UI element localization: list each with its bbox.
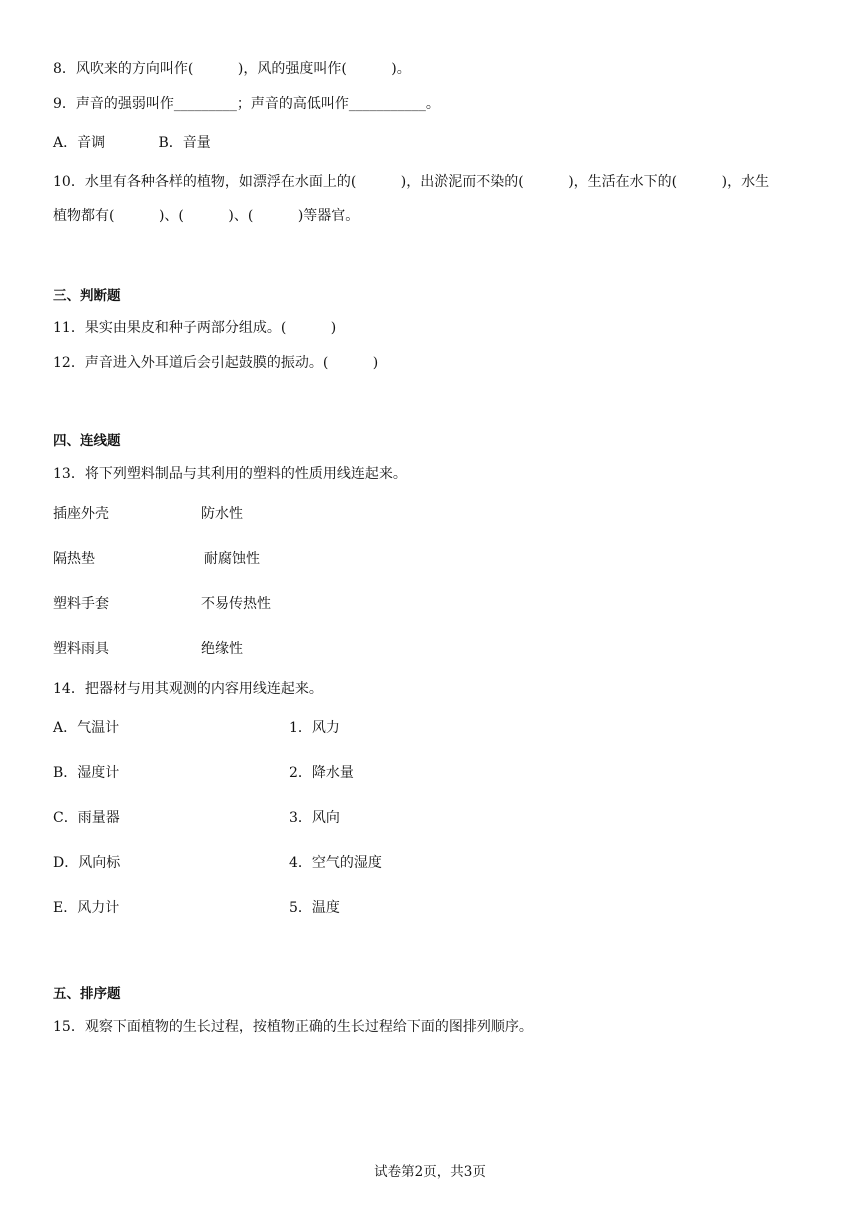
- question-10-line1: 10．水里有各种各样的植物，如漂浮在水面上的( )，出淤泥而不染的( )，生活在水下的( )，水生: [53, 174, 770, 190]
- question-9: 9．声音的强弱叫作_________；声音的高低叫作___________。: [53, 96, 440, 112]
- section-4-heading: 四、连线题: [53, 433, 121, 449]
- question-13: 13．将下列塑料制品与其利用的塑料的性质用线连起来。: [53, 466, 407, 482]
- q13-left-item: 塑料手套: [53, 596, 109, 612]
- q14-left-item: A．气温计: [53, 720, 120, 736]
- q13-left-item: 插座外壳: [53, 506, 109, 522]
- question-8: 8．风吹来的方向叫作( )，风的强度叫作( )。: [53, 61, 411, 77]
- q14-right-item: 1．风力: [289, 720, 340, 736]
- q14-right-item: 2．降水量: [289, 765, 354, 781]
- question-12: 12．声音进入外耳道后会引起鼓膜的振动。( ): [53, 355, 379, 371]
- q14-left-item: C．雨量器: [53, 810, 120, 826]
- question-9-options: A．音调 B．音量: [53, 135, 211, 151]
- section-3-heading: 三、判断题: [53, 288, 121, 304]
- q14-left-item: D．风向标: [53, 855, 121, 871]
- question-15: 15．观察下面植物的生长过程，按植物正确的生长过程给下面的图排列顺序。: [53, 1019, 533, 1035]
- question-10-line2: 植物都有( )、( )、( )等器官。: [53, 208, 360, 224]
- page-footer: 试卷第2页，共3页: [374, 1164, 486, 1180]
- q14-left-item: B．湿度计: [53, 765, 120, 781]
- question-14: 14．把器材与用其观测的内容用线连起来。: [53, 681, 323, 697]
- q13-left-item: 塑料雨具: [53, 641, 109, 657]
- q13-right-item: 绝缘性: [201, 641, 243, 657]
- q14-right-item: 4．空气的湿度: [289, 855, 382, 871]
- q13-right-item: 不易传热性: [201, 596, 271, 612]
- q14-right-item: 5．温度: [289, 900, 340, 916]
- q13-right-item: 耐腐蚀性: [204, 551, 260, 567]
- q13-right-item: 防水性: [201, 506, 243, 522]
- q13-left-item: 隔热垫: [53, 551, 95, 567]
- question-11: 11．果实由果皮和种子两部分组成。( ): [53, 320, 337, 336]
- q14-left-item: E．风力计: [53, 900, 120, 916]
- q14-right-item: 3．风向: [289, 810, 340, 826]
- section-5-heading: 五、排序题: [53, 986, 121, 1002]
